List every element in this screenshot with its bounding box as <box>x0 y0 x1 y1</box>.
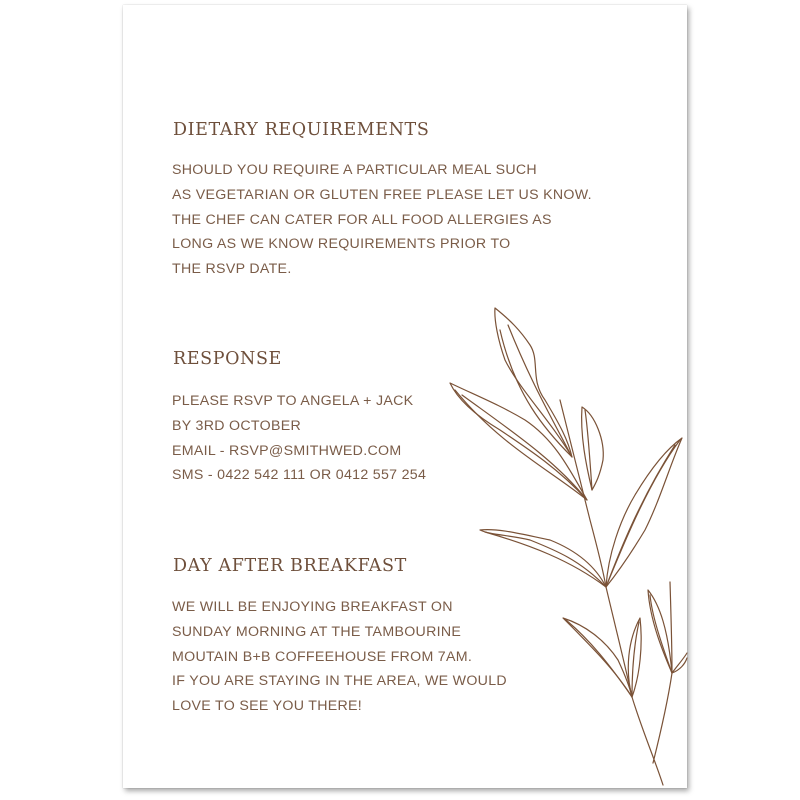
stem <box>560 400 663 785</box>
breakfast-heading: DAY AFTER BREAKFAST <box>173 556 407 576</box>
leaf-vein <box>485 532 606 587</box>
text-line: THE CHEF CAN CATER FOR ALL FOOD ALLERGIES AS <box>172 211 552 228</box>
text-line: MOUTAIN B+B COFFEEHOUSE FROM 7AM. <box>172 648 473 665</box>
text-line: BY 3RD OCTOBER <box>172 417 302 434</box>
text-line: SHOULD YOU REQUIRE A PARTICULAR MEAL SUCH <box>172 162 537 178</box>
leaf-vein <box>455 390 587 500</box>
leaf-vein <box>585 410 592 490</box>
response-heading: RESPONSE <box>173 349 282 369</box>
text-line: SUNDAY MORNING AT THE TAMBOURINE <box>172 623 462 640</box>
leaf <box>628 618 641 697</box>
leaf <box>606 438 682 587</box>
branch <box>653 582 672 763</box>
text-line: LONG AS WE KNOW REQUIREMENTS PRIOR TO <box>172 236 511 253</box>
text-line: LOVE TO SEE YOU THERE! <box>172 698 363 715</box>
leaf-vein <box>606 440 680 587</box>
leaf <box>563 618 632 697</box>
text-line: IF YOU ARE STAYING IN THE AREA, WE WOULD <box>172 673 507 690</box>
leaf <box>582 407 604 490</box>
text-line: THE RSVP DATE. <box>172 261 292 278</box>
text-line: PLEASE RSVP TO ANGELA + JACK <box>172 393 414 409</box>
leaf <box>672 653 687 673</box>
text-line: WE WILL BE ENJOYING BREAKFAST ON <box>172 599 453 615</box>
email-line: EMAIL - RSVP@SMITHWED.COM <box>172 442 402 459</box>
leaf-vein <box>650 595 672 673</box>
dietary-heading: DIETARY REQUIREMENTS <box>173 120 430 140</box>
sms-line: SMS - 0422 542 111 OR 0412 557 254 <box>172 467 427 484</box>
text-line: AS VEGETARIAN OR GLUTEN FREE PLEASE LET US KNOW. <box>172 186 592 203</box>
leaf <box>480 530 606 587</box>
